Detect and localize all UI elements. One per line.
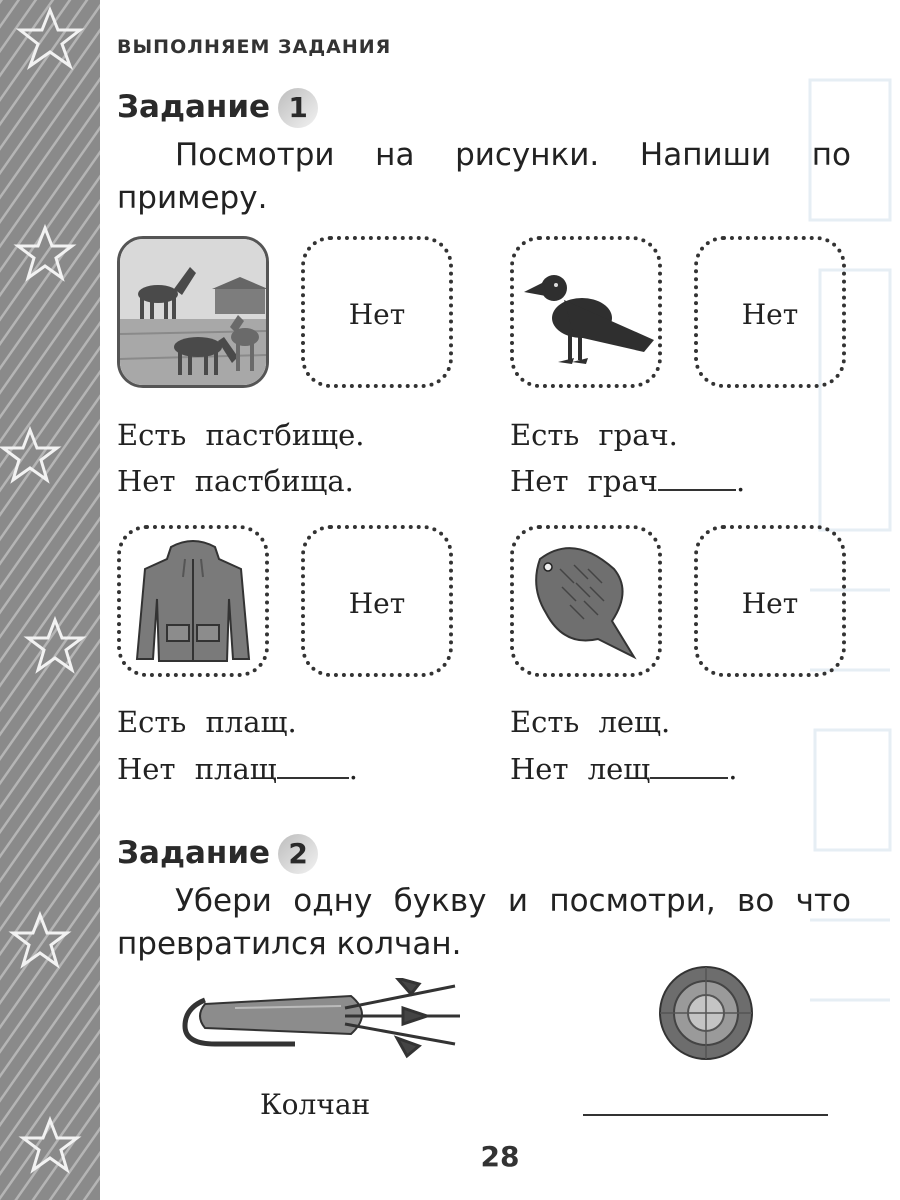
quiver-label: Колчан (260, 1088, 371, 1121)
rook-picture-box (510, 236, 662, 388)
rook-line-2-suffix: . (735, 464, 746, 498)
cabbage-icon (650, 963, 762, 1063)
raincoat-line-2-prefix: Нет плащ (117, 752, 277, 786)
raincoat-line-2-suffix: . (348, 752, 358, 786)
task-1-title (117, 88, 318, 128)
bream-picture-box (510, 525, 662, 677)
page-number: 28 (480, 1140, 520, 1173)
bream-line-1: Есть лещ. (510, 705, 671, 739)
rook-line-2-prefix: Нет грач (510, 464, 658, 498)
raincoat-line-1: Есть плащ. (117, 705, 297, 739)
rook-answer-box (694, 236, 846, 388)
raincoat-picture-box (117, 525, 269, 677)
task-2-answer-line[interactable] (583, 1114, 828, 1116)
bream-line-2-suffix: . (728, 752, 738, 786)
task-1-number-badge: 1 (278, 88, 318, 128)
section-header: ВЫПОЛНЯЕМ ЗАДАНИЯ (117, 36, 392, 58)
bream-line-2-prefix: Нет лещ (510, 752, 651, 786)
pasture-picture-box (117, 236, 269, 388)
task-2-number-badge: 2 (278, 834, 318, 874)
task-2-instruction: Убери одну букву и посмотри, во что превратился колчан. (117, 883, 851, 962)
rook-line-1: Есть грач. (510, 418, 678, 452)
pasture-line-1: Есть пастбище. (117, 418, 365, 452)
rook-ending-blank[interactable] (658, 488, 736, 491)
rook-line-2 (510, 464, 745, 498)
pasture-answer-box (301, 236, 453, 388)
pasture-line-2: Нет пастбища. (117, 464, 354, 498)
task-1-title-text: Задание (117, 89, 271, 125)
task-2-title-text: Задание (117, 835, 271, 871)
bream-fish-icon (514, 529, 658, 673)
raincoat-box-label: Нет (348, 587, 406, 620)
bream-line-2 (510, 752, 737, 786)
task-2-title (117, 834, 318, 874)
decorative-left-strip (0, 0, 100, 1200)
bream-answer-box (694, 525, 846, 677)
horses-pasture-icon (120, 239, 266, 385)
raincoat-answer-box (301, 525, 453, 677)
raincoat-icon (121, 529, 265, 673)
rook-box-label: Нет (741, 298, 799, 331)
raincoat-line-2 (117, 752, 358, 786)
bream-ending-blank[interactable] (650, 776, 728, 779)
rook-bird-icon (514, 240, 658, 384)
quiver-with-arrows-icon (175, 978, 475, 1068)
bream-box-label: Нет (741, 587, 799, 620)
pasture-box-label: Нет (348, 298, 406, 331)
raincoat-ending-blank[interactable] (277, 776, 349, 779)
task-1-instruction: Посмотри на рисунки. Напиши по примеру. (117, 137, 851, 216)
